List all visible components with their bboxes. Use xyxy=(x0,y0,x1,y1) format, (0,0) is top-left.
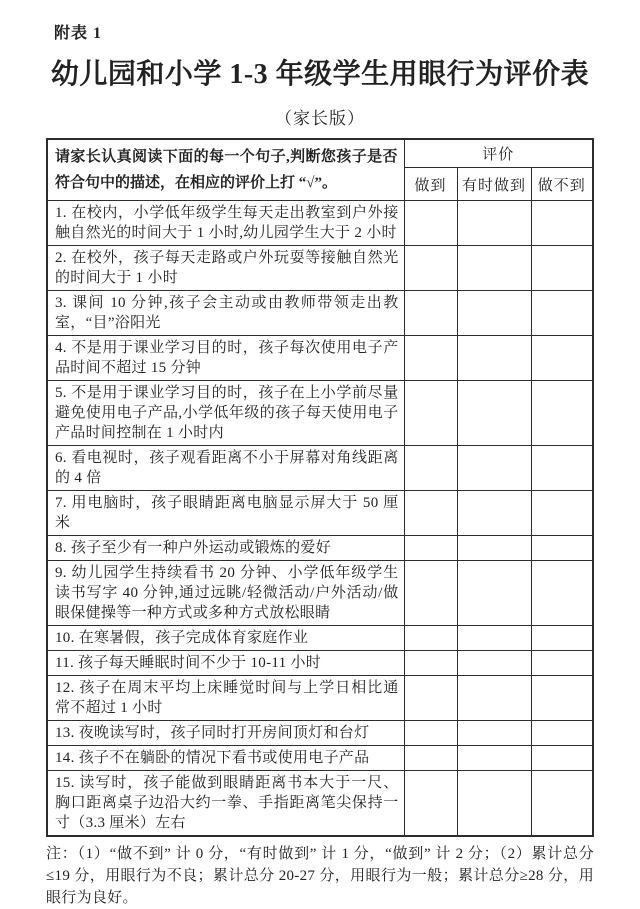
table-row xyxy=(47,491,593,536)
header-row-top xyxy=(47,139,593,168)
table-row xyxy=(47,626,593,651)
eval-cell-sometimes[interactable] xyxy=(457,246,531,291)
table-row xyxy=(47,446,593,491)
eval-cell-done[interactable] xyxy=(404,676,457,721)
column-header-done: 做到 xyxy=(404,168,457,201)
question-cell: 1. 在校内，小学低年级学生每天走出教室到户外接触自然光的时间大于 1 小时,幼儿园学生大于 2 小时 xyxy=(47,201,404,246)
eval-cell-done[interactable] xyxy=(404,746,457,771)
table-row xyxy=(47,651,593,676)
table-row xyxy=(47,721,593,746)
eval-cell-done[interactable] xyxy=(404,651,457,676)
eval-cell-done[interactable] xyxy=(404,721,457,746)
eval-cell-sometimes[interactable] xyxy=(457,291,531,336)
eval-cell-done[interactable] xyxy=(404,336,457,381)
table-row xyxy=(47,771,593,837)
eval-cell-cannot[interactable] xyxy=(531,626,593,651)
eval-cell-sometimes[interactable] xyxy=(457,381,531,446)
eval-cell-sometimes[interactable] xyxy=(457,336,531,381)
eval-cell-sometimes[interactable] xyxy=(457,626,531,651)
table-row xyxy=(47,201,593,246)
eval-cell-sometimes[interactable] xyxy=(457,771,531,837)
eval-cell-sometimes[interactable] xyxy=(457,446,531,491)
table-row xyxy=(47,336,593,381)
table-row xyxy=(47,246,593,291)
column-header-sometimes: 有时做到 xyxy=(457,168,531,201)
eval-cell-sometimes[interactable] xyxy=(457,201,531,246)
eval-cell-done[interactable] xyxy=(404,446,457,491)
question-cell: 8. 孩子至少有一种户外运动或锻炼的爱好 xyxy=(47,536,404,561)
eval-cell-done[interactable] xyxy=(404,771,457,837)
question-cell: 7. 用电脑时，孩子眼睛距离电脑显示屏大于 50 厘米 xyxy=(47,491,404,536)
eval-cell-done[interactable] xyxy=(404,201,457,246)
question-cell: 15. 读写时，孩子能做到眼睛距离书本大于一尺、胸口距离桌子边沿大约一拳、手指距离笔尖保持一寸（3.3 厘米）左右 xyxy=(47,771,404,837)
eval-cell-cannot[interactable] xyxy=(531,721,593,746)
evaluation-table xyxy=(46,138,594,837)
eval-cell-sometimes[interactable] xyxy=(457,491,531,536)
eval-cell-cannot[interactable] xyxy=(531,291,593,336)
eval-cell-cannot[interactable] xyxy=(531,381,593,446)
eval-cell-cannot[interactable] xyxy=(531,676,593,721)
eval-cell-cannot[interactable] xyxy=(531,491,593,536)
column-header-cannot: 做不到 xyxy=(531,168,593,201)
scoring-note: 注：（1）“做不到” 计 0 分，“有时做到” 计 1 分，“做到” 计 2 分；（2）累计总分≤19 分，用眼行为不良；累计总分 20-27 分，用眼行为一般；累计总分≥28 分，用眼行为良好。 xyxy=(46,846,594,906)
table-row xyxy=(47,536,593,561)
eval-cell-done[interactable] xyxy=(404,491,457,536)
table-row xyxy=(47,676,593,721)
question-cell: 5. 不是用于课业学习目的时，孩子在上小学前尽量避免使用电子产品,小学低年级的孩子每天使用电子产品时间控制在 1 小时内 xyxy=(47,381,404,446)
eval-cell-sometimes[interactable] xyxy=(457,561,531,626)
question-cell: 2. 在校外，孩子每天走路或户外玩耍等接触自然光的时间大于 1 小时 xyxy=(47,246,404,291)
eval-cell-done[interactable] xyxy=(404,626,457,651)
question-cell: 13. 夜晚读写时，孩子同时打开房间顶灯和台灯 xyxy=(47,721,404,746)
eval-cell-cannot[interactable] xyxy=(531,651,593,676)
eval-cell-sometimes[interactable] xyxy=(457,721,531,746)
eval-cell-cannot[interactable] xyxy=(531,336,593,381)
question-cell: 14. 孩子不在躺卧的情况下看书或使用电子产品 xyxy=(47,746,404,771)
eval-cell-sometimes[interactable] xyxy=(457,746,531,771)
eval-cell-cannot[interactable] xyxy=(531,446,593,491)
eval-cell-cannot[interactable] xyxy=(531,771,593,837)
eval-cell-done[interactable] xyxy=(404,381,457,446)
eval-cell-done[interactable] xyxy=(404,246,457,291)
eval-cell-sometimes[interactable] xyxy=(457,651,531,676)
question-cell: 3. 课间 10 分钟,孩子会主动或由教师带领走出教室，“目”浴阳光 xyxy=(47,291,404,336)
page-title: 幼儿园和小学 1-3 年级学生用眼行为评价表 xyxy=(50,59,590,90)
eval-cell-done[interactable] xyxy=(404,291,457,336)
eval-cell-cannot[interactable] xyxy=(531,746,593,771)
eval-cell-sometimes[interactable] xyxy=(457,676,531,721)
eval-cell-done[interactable] xyxy=(404,536,457,561)
question-cell: 10. 在寒暑假，孩子完成体育家庭作业 xyxy=(47,626,404,651)
question-cell: 9. 幼儿园学生持续看书 20 分钟、小学低年级学生读书写字 40 分钟,通过远眺/轻微活动/户外活动/做眼保健操等一种方式或多种方式放松眼睛 xyxy=(47,561,404,626)
evaluation-header: 评价 xyxy=(404,139,593,168)
table-row xyxy=(47,746,593,771)
instruction-cell: 请家长认真阅读下面的每一个句子,判断您孩子是否符合句中的描述，在相应的评价上打 “√”。 xyxy=(47,139,404,201)
appendix-label: 附表 1 xyxy=(54,25,103,42)
question-cell: 12. 孩子在周末平均上床睡觉时间与上学日相比通常不超过 1 小时 xyxy=(47,676,404,721)
table-row xyxy=(47,291,593,336)
eval-cell-done[interactable] xyxy=(404,561,457,626)
table-row xyxy=(47,381,593,446)
question-cell: 6. 看电视时，孩子观看距离不小于屏幕对角线距离的 4 倍 xyxy=(47,446,404,491)
eval-cell-cannot[interactable] xyxy=(531,561,593,626)
eval-cell-cannot[interactable] xyxy=(531,536,593,561)
question-cell: 4. 不是用于课业学习目的时，孩子每次使用电子产品时间不超过 15 分钟 xyxy=(47,336,404,381)
eval-cell-cannot[interactable] xyxy=(531,201,593,246)
question-cell: 11. 孩子每天睡眠时间不少于 10-11 小时 xyxy=(47,651,404,676)
eval-cell-sometimes[interactable] xyxy=(457,536,531,561)
table-row xyxy=(47,561,593,626)
eval-cell-cannot[interactable] xyxy=(531,246,593,291)
page-subtitle: （家长版） xyxy=(275,109,365,128)
